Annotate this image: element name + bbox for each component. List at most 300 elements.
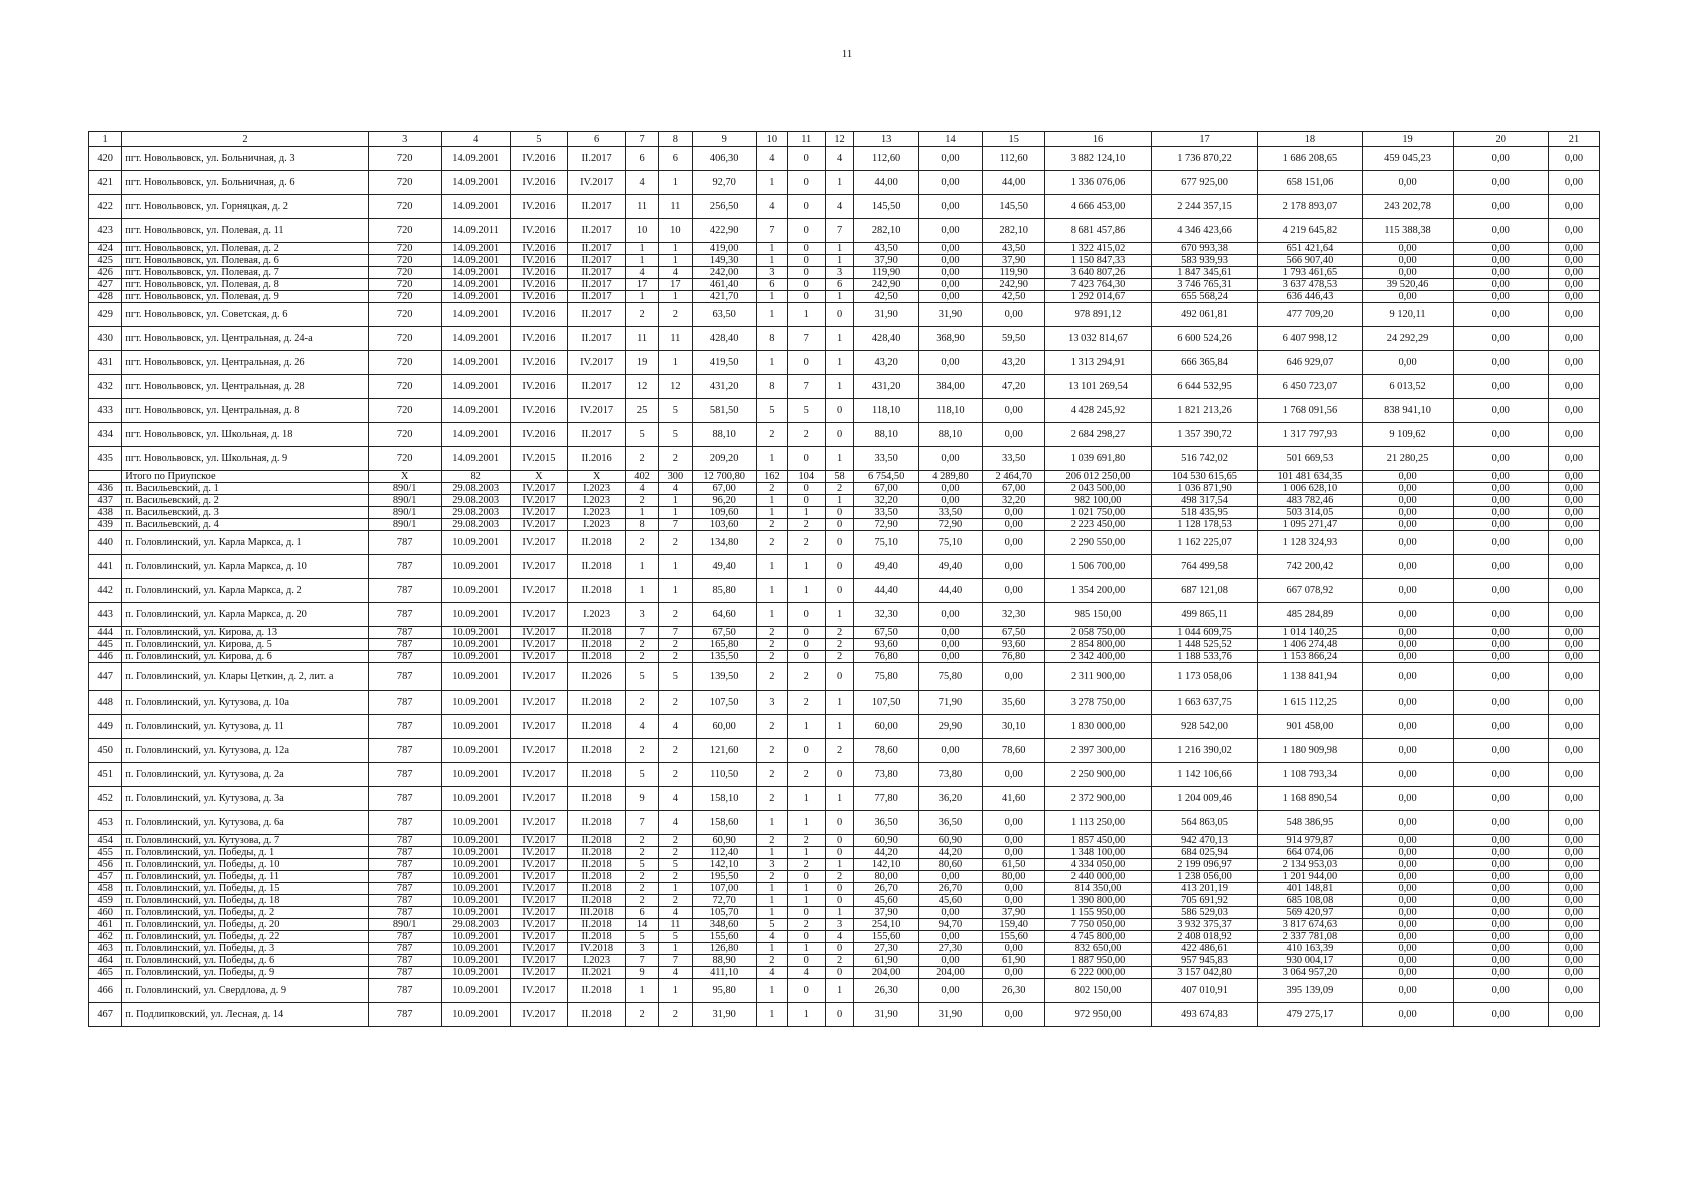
- address-cell: п. Головлинский, ул. Кутузова, д. 7: [122, 835, 368, 847]
- table-cell: 0,00: [983, 531, 1045, 555]
- table-cell: 566 907,40: [1258, 255, 1362, 267]
- table-cell: 0,00: [918, 495, 982, 507]
- table-cell: 0: [825, 399, 854, 423]
- table-cell: 43,50: [983, 243, 1045, 255]
- table-cell: 0,00: [1453, 967, 1548, 979]
- table-cell: 685 108,08: [1258, 895, 1362, 907]
- table-cell: 29.08.2003: [441, 919, 510, 931]
- table-cell: IV.2016: [510, 423, 568, 447]
- address-cell: п. Головлинский, ул. Победы, д. 18: [122, 895, 368, 907]
- table-cell: 0: [787, 871, 825, 883]
- address-cell: пгт. Новольвовск, ул. Больничная, д. 6: [122, 171, 368, 195]
- table-cell: 2: [756, 639, 787, 651]
- table-cell: 19: [625, 351, 658, 375]
- table-cell: 17: [659, 279, 692, 291]
- table-cell: 0: [787, 255, 825, 267]
- table-cell: 5: [659, 423, 692, 447]
- row-number-cell: 463: [89, 943, 122, 955]
- table-cell: 0: [825, 847, 854, 859]
- table-cell: 0,00: [1548, 351, 1599, 375]
- table-cell: 368,90: [918, 327, 982, 351]
- table-cell: 0: [825, 967, 854, 979]
- table-row: [89, 423, 1600, 447]
- table-cell: 787: [368, 907, 441, 919]
- table-cell: 4: [659, 811, 692, 835]
- table-cell: 0,00: [1453, 519, 1548, 531]
- table-cell: 0: [787, 243, 825, 255]
- table-cell: 1: [825, 691, 854, 715]
- table-cell: 10.09.2001: [441, 931, 510, 943]
- table-cell: 7: [625, 811, 658, 835]
- table-cell: 0,00: [983, 519, 1045, 531]
- table-cell: 787: [368, 627, 441, 639]
- row-number-cell: 442: [89, 579, 122, 603]
- table-cell: IV.2016: [510, 267, 568, 279]
- table-row: [89, 871, 1600, 883]
- table-cell: II.2018: [568, 1003, 626, 1027]
- address-cell: п. Подлипковский, ул. Лесная, д. 14: [122, 1003, 368, 1027]
- table-cell: 2: [756, 871, 787, 883]
- table-cell: 32,20: [983, 495, 1045, 507]
- table-cell: 1: [825, 447, 854, 471]
- table-cell: 44,40: [854, 579, 918, 603]
- table-cell: 204,00: [854, 967, 918, 979]
- table-cell: 1: [787, 715, 825, 739]
- table-cell: 1 357 390,72: [1151, 423, 1258, 447]
- address-cell: п. Головлинский, ул. Карла Маркса, д. 10: [122, 555, 368, 579]
- table-cell: 12: [625, 375, 658, 399]
- table-cell: II.2016: [568, 447, 626, 471]
- table-cell: 75,80: [918, 663, 982, 691]
- table-cell: 942 470,13: [1151, 835, 1258, 847]
- table-cell: 0,00: [1362, 739, 1453, 763]
- table-cell: 2 408 018,92: [1151, 931, 1258, 943]
- table-cell: IV.2017: [510, 907, 568, 919]
- table-cell: 0,00: [1362, 663, 1453, 691]
- address-cell: пгт. Новольвовск, ул. Школьная, д. 18: [122, 423, 368, 447]
- table-cell: 787: [368, 895, 441, 907]
- table-cell: 6 222 000,00: [1045, 967, 1152, 979]
- table-cell: 92,70: [692, 171, 756, 195]
- table-cell: 0,00: [1453, 955, 1548, 967]
- address-cell: пгт. Новольвовск, ул. Полевая, д. 9: [122, 291, 368, 303]
- table-cell: 410 163,39: [1258, 943, 1362, 955]
- table-cell: 29.08.2003: [441, 483, 510, 495]
- table-cell: 0: [787, 291, 825, 303]
- table-cell: 0,00: [1453, 171, 1548, 195]
- table-cell: 1: [825, 255, 854, 267]
- table-cell: 242,00: [692, 267, 756, 279]
- column-header-12: 12: [825, 132, 854, 147]
- table-cell: 24 292,29: [1362, 327, 1453, 351]
- table-cell: 0,00: [1453, 255, 1548, 267]
- table-cell: 63,50: [692, 303, 756, 327]
- table-cell: 4: [659, 267, 692, 279]
- address-cell: п. Головлинский, ул. Кутузова, д. 3а: [122, 787, 368, 811]
- table-cell: 720: [368, 267, 441, 279]
- table-cell: 26,30: [983, 979, 1045, 1003]
- table-cell: 1: [756, 495, 787, 507]
- table-cell: 2: [659, 691, 692, 715]
- table-row: [89, 859, 1600, 871]
- table-cell: 0,00: [983, 943, 1045, 955]
- table-cell: 64,60: [692, 603, 756, 627]
- table-cell: II.2017: [568, 243, 626, 255]
- table-cell: 10.09.2001: [441, 531, 510, 555]
- table-cell: 5: [625, 663, 658, 691]
- table-cell: 2: [756, 787, 787, 811]
- table-cell: 1: [825, 603, 854, 627]
- table-cell: 2: [659, 895, 692, 907]
- table-row: [89, 243, 1600, 255]
- table-cell: 2 684 298,27: [1045, 423, 1152, 447]
- table-cell: 2: [659, 835, 692, 847]
- table-cell: 1 847 345,61: [1151, 267, 1258, 279]
- table-cell: 126,80: [692, 943, 756, 955]
- table-cell: 0,00: [918, 931, 982, 943]
- table-cell: 720: [368, 327, 441, 351]
- table-cell: 36,50: [854, 811, 918, 835]
- table-cell: 677 925,00: [1151, 171, 1258, 195]
- address-cell: п. Головлинский, ул. Кутузова, д. 2а: [122, 763, 368, 787]
- table-cell: 135,50: [692, 651, 756, 663]
- table-row: [89, 147, 1600, 171]
- table-cell: 10.09.2001: [441, 639, 510, 651]
- table-cell: 0,00: [1362, 811, 1453, 835]
- table-cell: 0,00: [1362, 519, 1453, 531]
- table-cell: 9 109,62: [1362, 423, 1453, 447]
- table-cell: 8: [756, 375, 787, 399]
- table-cell: IV.2015: [510, 447, 568, 471]
- table-cell: 0,00: [1453, 979, 1548, 1003]
- table-cell: 0,00: [1453, 555, 1548, 579]
- table-cell: 1: [756, 303, 787, 327]
- table-cell: II.2018: [568, 871, 626, 883]
- table-cell: 58: [825, 471, 854, 483]
- table-cell: 655 568,24: [1151, 291, 1258, 303]
- table-cell: 1: [659, 555, 692, 579]
- row-number-cell: 439: [89, 519, 122, 531]
- table-cell: 787: [368, 787, 441, 811]
- table-cell: 10.09.2001: [441, 763, 510, 787]
- table-cell: 76,80: [983, 651, 1045, 663]
- column-number-row: [89, 132, 1600, 147]
- address-cell: п. Головлинский, ул. Победы, д. 6: [122, 955, 368, 967]
- table-cell: 10.09.2001: [441, 835, 510, 847]
- table-cell: 165,80: [692, 639, 756, 651]
- table-cell: 10.09.2001: [441, 859, 510, 871]
- row-number-cell: 462: [89, 931, 122, 943]
- table-cell: 101 481 634,35: [1258, 471, 1362, 483]
- table-cell: 78,60: [854, 739, 918, 763]
- table-cell: 4: [756, 147, 787, 171]
- table-cell: 26,70: [854, 883, 918, 895]
- table-cell: 10.09.2001: [441, 979, 510, 1003]
- table-cell: 155,60: [692, 931, 756, 943]
- table-row: [89, 255, 1600, 267]
- table-cell: 43,50: [854, 243, 918, 255]
- table-cell: 0,00: [918, 291, 982, 303]
- table-cell: II.2021: [568, 967, 626, 979]
- table-cell: 11: [659, 919, 692, 931]
- table-cell: 1: [825, 351, 854, 375]
- table-cell: 1 686 208,65: [1258, 147, 1362, 171]
- table-cell: 2: [625, 835, 658, 847]
- table-row: [89, 303, 1600, 327]
- column-header-1: 1: [89, 132, 122, 147]
- table-cell: 0,00: [1453, 195, 1548, 219]
- table-cell: 6: [659, 147, 692, 171]
- table-cell: 1: [825, 291, 854, 303]
- table-cell: 2: [659, 1003, 692, 1027]
- table-cell: 1: [659, 255, 692, 267]
- table-row: [89, 907, 1600, 919]
- table-cell: 1 216 390,02: [1151, 739, 1258, 763]
- table-cell: 1 506 700,00: [1045, 555, 1152, 579]
- table-cell: II.2017: [568, 291, 626, 303]
- table-cell: IV.2017: [510, 763, 568, 787]
- table-cell: 243 202,78: [1362, 195, 1453, 219]
- table-cell: IV.2017: [510, 579, 568, 603]
- table-cell: 1 153 866,24: [1258, 651, 1362, 663]
- table-cell: 44,00: [983, 171, 1045, 195]
- table-cell: 0,00: [1548, 871, 1599, 883]
- table-cell: 0,00: [983, 763, 1045, 787]
- table-cell: IV.2017: [510, 691, 568, 715]
- row-number-cell: 440: [89, 531, 122, 555]
- table-cell: 67,50: [854, 627, 918, 639]
- table-cell: 2: [756, 531, 787, 555]
- table-cell: 33,50: [983, 447, 1045, 471]
- row-number-cell: 436: [89, 483, 122, 495]
- table-cell: 103,60: [692, 519, 756, 531]
- table-cell: 1 108 793,34: [1258, 763, 1362, 787]
- table-cell: 1: [756, 1003, 787, 1027]
- table-row: [89, 507, 1600, 519]
- table-cell: 155,60: [983, 931, 1045, 943]
- table-row: [89, 483, 1600, 495]
- column-header-6: 6: [568, 132, 626, 147]
- table-cell: 0,00: [918, 447, 982, 471]
- table-cell: 1: [825, 787, 854, 811]
- table-cell: 95,80: [692, 979, 756, 1003]
- address-cell: п. Головлинский, ул. Кирова, д. 13: [122, 627, 368, 639]
- table-cell: 2 199 096,97: [1151, 859, 1258, 871]
- table-cell: IV.2017: [510, 943, 568, 955]
- table-cell: 0: [787, 351, 825, 375]
- table-cell: 2: [756, 627, 787, 639]
- table-cell: 158,60: [692, 811, 756, 835]
- table-cell: 1 663 637,75: [1151, 691, 1258, 715]
- table-cell: 0,00: [1453, 531, 1548, 555]
- table-cell: 5: [625, 859, 658, 871]
- table-cell: 0,00: [1453, 943, 1548, 955]
- table-cell: 2: [625, 447, 658, 471]
- table-cell: 720: [368, 171, 441, 195]
- table-cell: 1 821 213,26: [1151, 399, 1258, 423]
- table-cell: 32,20: [854, 495, 918, 507]
- table-cell: 2: [659, 739, 692, 763]
- table-cell: 787: [368, 883, 441, 895]
- row-number-cell: 444: [89, 627, 122, 639]
- table-cell: 1 887 950,00: [1045, 955, 1152, 967]
- table-cell: 0,00: [983, 967, 1045, 979]
- table-cell: 104: [787, 471, 825, 483]
- table-cell: 47,20: [983, 375, 1045, 399]
- row-number-cell: 449: [89, 715, 122, 739]
- table-cell: IV.2017: [510, 555, 568, 579]
- table-cell: 0: [787, 639, 825, 651]
- table-cell: II.2018: [568, 811, 626, 835]
- table-cell: 7 423 764,30: [1045, 279, 1152, 291]
- table-cell: IV.2016: [510, 303, 568, 327]
- table-cell: 814 350,00: [1045, 883, 1152, 895]
- table-cell: 0: [787, 447, 825, 471]
- table-cell: 7: [659, 627, 692, 639]
- table-cell: 0,00: [1548, 763, 1599, 787]
- table-cell: 0,00: [1362, 291, 1453, 303]
- table-row: [89, 531, 1600, 555]
- table-row: [89, 979, 1600, 1003]
- table-cell: 0: [825, 895, 854, 907]
- table-cell: 85,80: [692, 579, 756, 603]
- table-cell: 720: [368, 255, 441, 267]
- row-number-cell: 465: [89, 967, 122, 979]
- table-cell: 2 337 781,08: [1258, 931, 1362, 943]
- table-cell: 14.09.2001: [441, 291, 510, 303]
- table-cell: 431,20: [692, 375, 756, 399]
- address-cell: п. Головлинский, ул. Свердлова, д. 9: [122, 979, 368, 1003]
- table-cell: 1: [659, 943, 692, 955]
- column-header-4: 4: [441, 132, 510, 147]
- table-cell: 75,10: [854, 531, 918, 555]
- row-number-cell: 420: [89, 147, 122, 171]
- address-cell: п. Головлинский, ул. Победы, д. 11: [122, 871, 368, 883]
- table-cell: 14.09.2001: [441, 279, 510, 291]
- table-cell: 5: [659, 399, 692, 423]
- table-cell: 2: [787, 663, 825, 691]
- table-cell: 742 200,42: [1258, 555, 1362, 579]
- table-row: [89, 375, 1600, 399]
- table-cell: 787: [368, 579, 441, 603]
- table-cell: 67,50: [692, 627, 756, 639]
- table-cell: 0,00: [918, 219, 982, 243]
- table-cell: 5: [625, 763, 658, 787]
- table-cell: 0,00: [918, 627, 982, 639]
- row-number-cell: 464: [89, 955, 122, 967]
- table-cell: 0,00: [1453, 375, 1548, 399]
- table-cell: II.2018: [568, 691, 626, 715]
- table-cell: 0,00: [1453, 883, 1548, 895]
- table-cell: 1 406 274,48: [1258, 639, 1362, 651]
- table-cell: 0,00: [1548, 895, 1599, 907]
- table-cell: 0,00: [1453, 715, 1548, 739]
- table-cell: 2: [625, 895, 658, 907]
- table-cell: X: [510, 471, 568, 483]
- table-cell: 787: [368, 763, 441, 787]
- table-cell: 0,00: [1548, 979, 1599, 1003]
- row-number-cell: [89, 471, 122, 483]
- table-cell: 0,00: [1362, 943, 1453, 955]
- table-row: [89, 967, 1600, 979]
- table-cell: 0,00: [1453, 739, 1548, 763]
- table-cell: 1: [787, 507, 825, 519]
- table-cell: 4: [659, 483, 692, 495]
- table-cell: 0,00: [1548, 651, 1599, 663]
- table-cell: 4: [659, 715, 692, 739]
- table-cell: 930 004,17: [1258, 955, 1362, 967]
- table-cell: 5: [659, 859, 692, 871]
- table-cell: 0: [787, 483, 825, 495]
- table-cell: 0,00: [1548, 303, 1599, 327]
- table-cell: 75,10: [918, 531, 982, 555]
- table-cell: 37,90: [983, 255, 1045, 267]
- column-header-17: 17: [1151, 132, 1258, 147]
- table-cell: 31,90: [854, 1003, 918, 1027]
- table-cell: 6 600 524,26: [1151, 327, 1258, 351]
- table-cell: 0,00: [983, 847, 1045, 859]
- table-cell: 0,00: [1548, 255, 1599, 267]
- table-cell: 206 012 250,00: [1045, 471, 1152, 483]
- table-cell: 112,60: [983, 147, 1045, 171]
- table-cell: 3: [825, 267, 854, 279]
- row-number-cell: 467: [89, 1003, 122, 1027]
- table-cell: 149,30: [692, 255, 756, 267]
- address-cell: п. Головлинский, ул. Кутузова, д. 11: [122, 715, 368, 739]
- table-cell: 13 032 814,67: [1045, 327, 1152, 351]
- table-cell: 242,90: [983, 279, 1045, 291]
- row-number-cell: 466: [89, 979, 122, 1003]
- table-cell: 7: [825, 219, 854, 243]
- table-cell: 4: [625, 267, 658, 279]
- table-cell: 901 458,00: [1258, 715, 1362, 739]
- table-cell: 0,00: [1362, 763, 1453, 787]
- table-cell: II.2017: [568, 279, 626, 291]
- table-cell: 21 280,25: [1362, 447, 1453, 471]
- table-cell: 3 640 807,26: [1045, 267, 1152, 279]
- table-cell: 282,10: [983, 219, 1045, 243]
- table-cell: 1 322 415,02: [1045, 243, 1152, 255]
- table-cell: 1 173 058,06: [1151, 663, 1258, 691]
- table-cell: 78,60: [983, 739, 1045, 763]
- address-cell: п. Головлинский, ул. Победы, д. 9: [122, 967, 368, 979]
- table-cell: IV.2017: [510, 859, 568, 871]
- table-cell: 1: [756, 847, 787, 859]
- table-cell: 10.09.2001: [441, 967, 510, 979]
- table-cell: 2: [625, 691, 658, 715]
- table-cell: 0: [825, 303, 854, 327]
- table-cell: II.2017: [568, 375, 626, 399]
- table-cell: 0,00: [1548, 219, 1599, 243]
- table-cell: 2: [787, 859, 825, 871]
- table-row: [89, 811, 1600, 835]
- table-cell: 71,90: [918, 691, 982, 715]
- table-cell: 10.09.2001: [441, 811, 510, 835]
- row-number-cell: 438: [89, 507, 122, 519]
- table-cell: 720: [368, 423, 441, 447]
- table-cell: II.2017: [568, 195, 626, 219]
- table-cell: IV.2017: [510, 739, 568, 763]
- address-cell: пгт. Новольвовск, ул. Больничная, д. 3: [122, 147, 368, 171]
- table-cell: 0,00: [1548, 483, 1599, 495]
- table-cell: 121,60: [692, 739, 756, 763]
- address-cell: п. Головлинский, ул. Карла Маркса, д. 1: [122, 531, 368, 555]
- table-cell: 1 142 106,66: [1151, 763, 1258, 787]
- table-cell: IV.2017: [510, 895, 568, 907]
- table-cell: 11: [625, 195, 658, 219]
- table-cell: 419,00: [692, 243, 756, 255]
- table-cell: 2 464,70: [983, 471, 1045, 483]
